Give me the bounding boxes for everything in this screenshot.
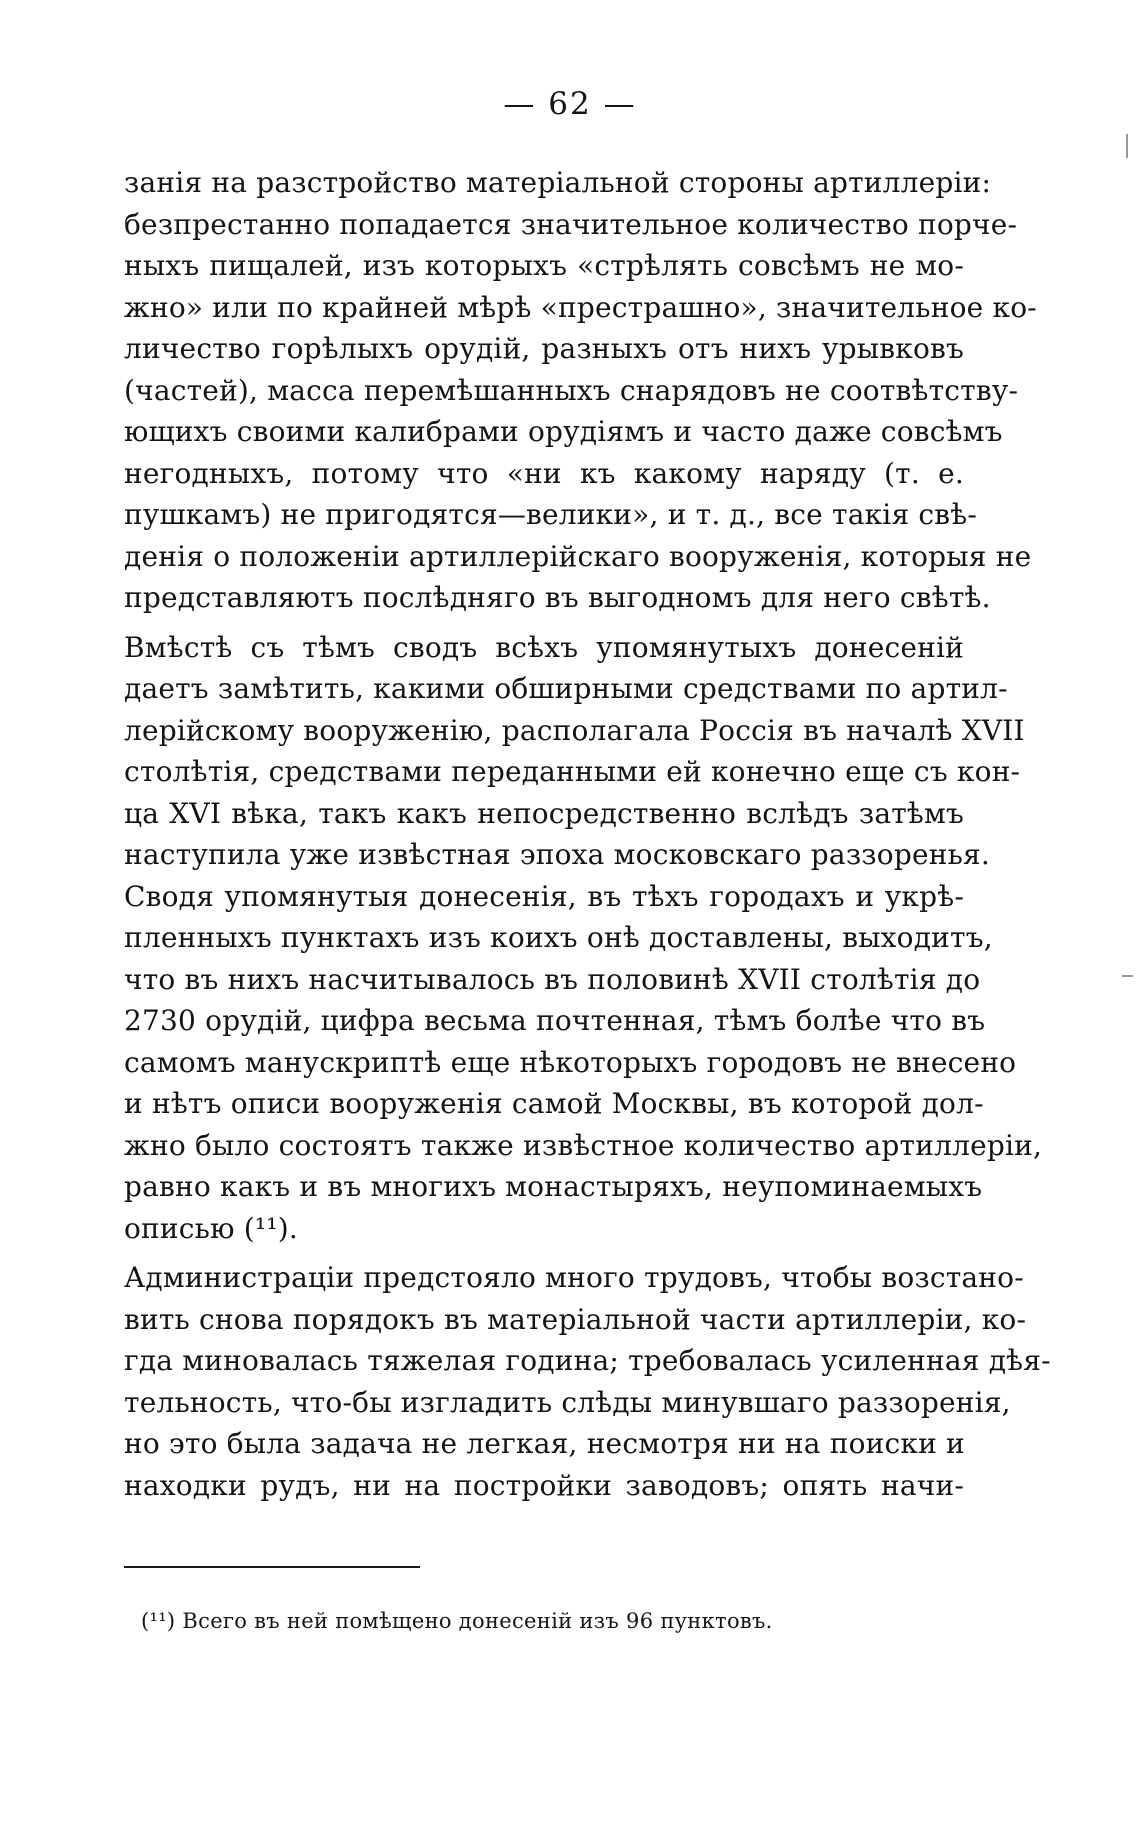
text-line: находки рудъ, ни на постройки заводовъ; опять начи- <box>124 1468 964 1502</box>
text-line: ющихъ своими калибрами орудіямъ и часто даже совсѣмъ <box>124 415 1003 448</box>
text-line: столѣтія, средствами переданными ей конечно еще съ кон- <box>124 755 1021 788</box>
text-line: Сводя упомянутыя донесенія, въ тѣхъ городахъ и укрѣ- <box>124 879 964 913</box>
text-line: гда миновалась тяжелая година; требовалась усиленная дѣя- <box>124 1344 1051 1377</box>
text-line: описью (¹¹). <box>124 1211 298 1245</box>
text-line: безпрестанно попадается значительное количество порче- <box>124 207 1018 241</box>
text-line: равно какъ и въ многихъ монастыряхъ, неупоминаемыхъ <box>124 1170 983 1203</box>
footnote-separator <box>124 1566 420 1568</box>
text-line: лерійскому вооруженію, располагала Россія въ началѣ XVII <box>124 713 1025 747</box>
text-line: но это была задача не легкая, несмотря ни на поиски и <box>124 1427 965 1460</box>
text-line: пушкамъ) не пригодятся—велики», и т. д., все такія свѣ- <box>124 498 978 531</box>
text-line: (частей), масса перемѣшанныхъ снарядовъ не соотвѣтству- <box>124 373 1019 407</box>
text-line: вить снова порядокъ въ матеріальной части артиллеріи, ко- <box>124 1302 1027 1336</box>
scan-mark <box>1126 134 1128 158</box>
text-line: даетъ замѣтить, какими обширными средствами по артил- <box>124 672 1008 705</box>
text-line: Вмѣстѣ съ тѣмъ сводъ всѣхъ упомянутыхъ донесеній <box>124 630 964 664</box>
text-line: 2730 орудій, цифра весьма почтенная, тѣмъ болѣе что въ <box>124 1004 986 1037</box>
text-line: представляютъ послѣдняго въ выгодномъ для него свѣтѣ. <box>124 581 991 614</box>
paragraph-gap <box>124 619 964 627</box>
text-line: ца XVI вѣка, такъ какъ непосредственно вслѣдъ затѣмъ <box>124 796 964 830</box>
paragraph-3 <box>124 1257 1051 1506</box>
footnote: (¹¹) Всего въ ней помѣщено донесеній изъ 96 пунктовъ. <box>141 1609 773 1633</box>
paragraph-2 <box>124 627 1043 1250</box>
text-line: самомъ манускриптѣ еще нѣкоторыхъ городовъ не внесено <box>124 1045 1017 1079</box>
text-line: личество горѣлыхъ орудій, разныхъ отъ нихъ урывковъ <box>124 332 964 365</box>
scan-mark <box>1122 975 1133 977</box>
text-line: и нѣтъ описи вооруженія самой Москвы, въ которой дол- <box>124 1087 984 1120</box>
text-line: наступила уже извѣстная эпоха московскаго раззоренья. <box>124 838 990 871</box>
paragraph-1 <box>124 162 1037 619</box>
text-line: занія на разстройство матеріальной стороны артиллеріи: <box>124 166 992 199</box>
text-line: жно» или по крайней мѣрѣ «престрашно», значительное ко- <box>124 290 1037 324</box>
text-line: ныхъ пищалей, изъ которыхъ «стрѣлять совсѣмъ не мо- <box>124 249 964 282</box>
text-line: пленныхъ пунктахъ изъ коихъ онѣ доставлены, выходитъ, <box>124 921 993 954</box>
page-number: — 62 — <box>503 86 637 122</box>
paragraph-gap <box>124 1249 964 1257</box>
text-line: денія о положеніи артиллерійскаго вооруженія, которыя не <box>124 539 1032 573</box>
text-line: негодныхъ, потому что «ни къ какому наряду (т. е. <box>124 456 964 490</box>
text-line: что въ нихъ насчитывалось въ половинѣ XVII столѣтія до <box>124 962 981 996</box>
text-line: жно было состоятъ также извѣстное количество артиллеріи, <box>124 1128 1043 1162</box>
body-text <box>124 162 1051 1506</box>
text-line: Администраціи предстояло много трудовъ, чтобы возстано- <box>124 1261 1024 1294</box>
text-line: тельность, что-бы изгладить слѣды минувшаго раззоренія, <box>124 1385 1011 1419</box>
